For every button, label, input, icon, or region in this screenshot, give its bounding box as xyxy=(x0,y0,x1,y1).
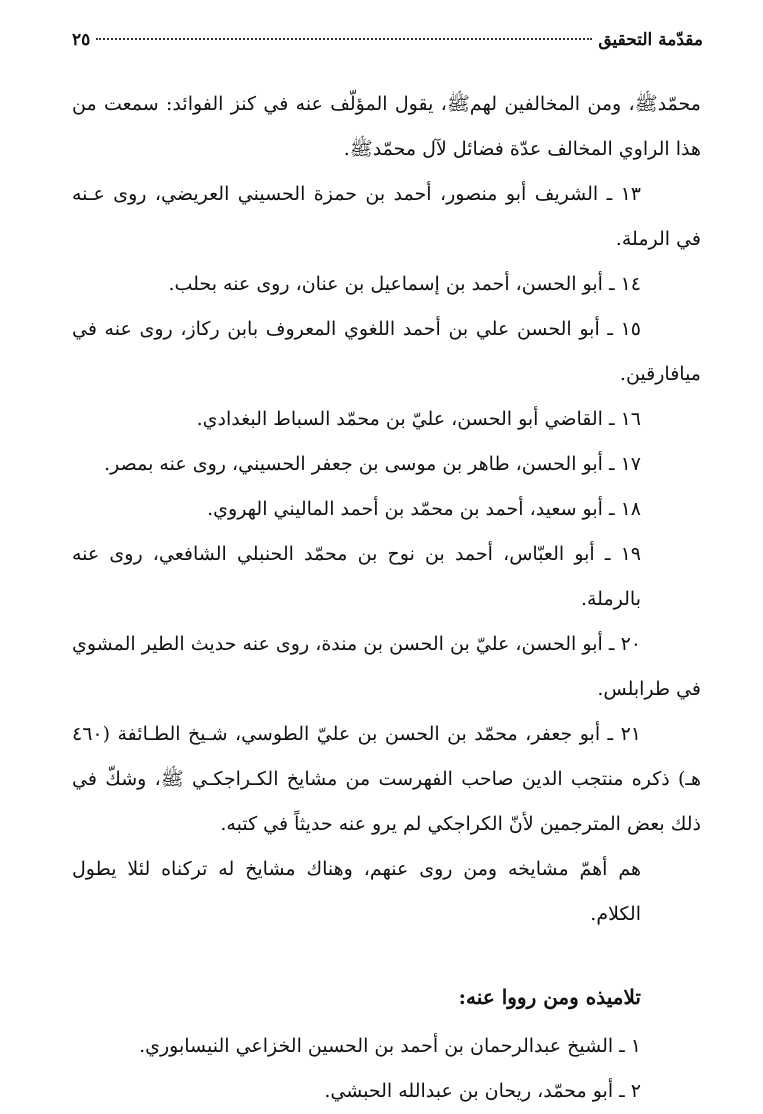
page-body xyxy=(72,82,701,1114)
list-item-19: ١٩ ـ أبو العبّاس، أحمد بن نوح بن محمّد الحنبلي الشافعي، روى عنه بالرملة. xyxy=(72,543,641,610)
section-heading: تلاميذه ومن رووا عنه: xyxy=(458,985,641,1009)
header-title: مقدّمة التحقيق xyxy=(598,30,703,50)
list-item-15: ١٥ ـ أبو الحسن علي بن أحمد اللغوي المعروف بابن ركاز، روى عنه في ميافارقين. xyxy=(72,318,701,385)
running-header xyxy=(72,30,703,58)
student-item-1: ١ ـ الشيخ عبدالرحمان بن أحمد بن الحسين الخزاعي النيسابوري. xyxy=(139,1035,641,1057)
list-item-13: ١٣ ـ الشريف أبو منصور، أحمد بن حمزة الحسيني العريضي، روى عـنه في الرملة. xyxy=(72,183,701,250)
list-item-17: ١٧ ـ أبو الحسن، طاهر بن موسى بن جعفر الحسيني، روى عنه بمصر. xyxy=(104,453,641,475)
list-item-18: ١٨ ـ أبو سعيد، أحمد بن محمّد بن أحمد الماليني الهروي. xyxy=(207,498,641,520)
paragraph-continuation: محمّدﷺ، ومن المخالفين لهمﷺ، يقول المؤلّف عنه في كنز الفوائد: سمعت من هذا الراوي المخالف عدّة فضائل لآل محمّدﷺ. xyxy=(72,93,701,160)
list-item-16: ١٦ ـ القاضي أبو الحسن، عليّ بن محمّد السباط البغدادي. xyxy=(196,408,641,430)
student-item-2: ٢ ـ أبو محمّد، ريحان بن عبدالله الحبشي. xyxy=(324,1080,641,1102)
page-number: ٢٥ xyxy=(72,30,91,50)
dotted-leader xyxy=(96,38,592,40)
list-item-20: ٢٠ ـ أبو الحسن، عليّ بن الحسن بن مندة، روى عنه حديث الطير المشوي في طرابلس. xyxy=(72,633,701,700)
list-item-21: ٢١ ـ أبو جعفر، محمّد بن الحسن بن عليّ الطوسي، شـيخ الطـائفة (٤٦٠ هـ) ذكره منتجب الدين صاحب الفهرست من مشايخ الكـراجكـي ﷺ، وشكّ في ذلك بعض المترجمين لأنّ الكراجكي لم يرو عنه حديثاً في كتبه. xyxy=(72,723,701,835)
list-item-14: ١٤ ـ أبو الحسن، أحمد بن إسماعيل بن عنان، روى عنه بحلب. xyxy=(168,273,641,295)
closing-paragraph: هم أهمّ مشايخه ومن روى عنهم، وهناك مشايخ له تركناه لئلا يطول الكلام. xyxy=(72,858,641,925)
